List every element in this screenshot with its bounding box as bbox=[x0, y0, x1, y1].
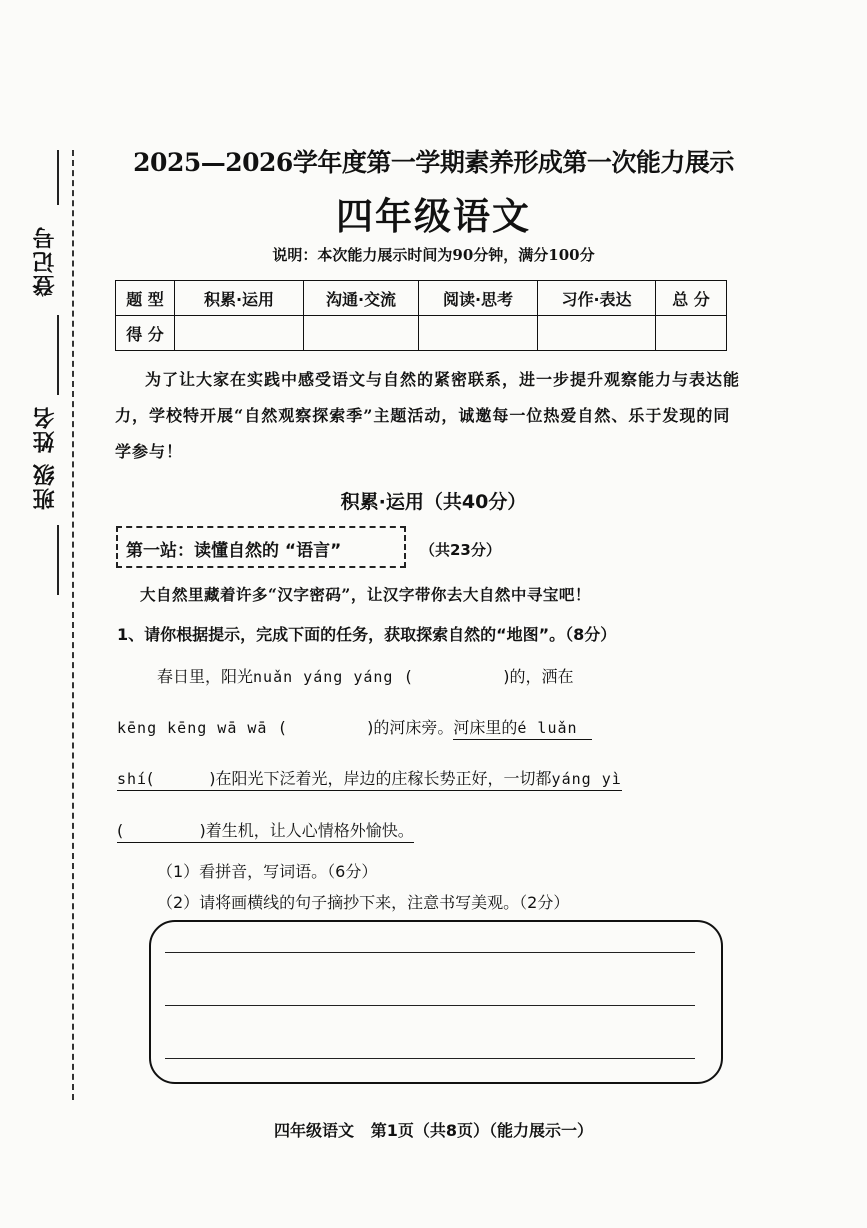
answer-blank-3[interactable]: ( ) bbox=[147, 769, 216, 788]
subquestion-1: （1）看拼音，写词语。（6分） bbox=[157, 862, 378, 881]
pinyin-keng-keng-wa-wa: kēng kēng wā wā bbox=[117, 719, 268, 737]
score-cell[interactable] bbox=[538, 316, 656, 351]
pinyin-nuan-yang-yang: nuǎn yáng yáng bbox=[253, 668, 394, 686]
station-score: （共23分） bbox=[420, 541, 501, 559]
pinyin-yang-yi: yáng yì bbox=[551, 770, 622, 788]
score-cell[interactable] bbox=[419, 316, 538, 351]
name-label: 姓名 bbox=[33, 405, 58, 453]
class-field-line[interactable] bbox=[57, 525, 59, 595]
passage-text: 河床里的 bbox=[453, 718, 518, 737]
passage-text: 的河床旁。 bbox=[373, 718, 454, 737]
answer-blank-1[interactable]: ( ) bbox=[405, 667, 510, 686]
reg-number-label: 登记号 bbox=[33, 225, 58, 297]
writing-line[interactable] bbox=[165, 952, 695, 953]
writing-line[interactable] bbox=[165, 1005, 695, 1006]
passage-line-1 bbox=[157, 664, 574, 687]
station-lead: 大自然里藏着许多“汉字密码”，让汉字带你去大自然中寻宝吧！ bbox=[140, 585, 591, 604]
passage-text: 着生机，让人心情格外愉快。 bbox=[205, 821, 414, 840]
intro-paragraph: 为了让大家在实践中感受语文与自然的紧密联系，进一步提升观察能力与表达能力，学校特开展“自然观察探索季”主题活动，诚邀每一位热爱自然、乐于发现的同学参与！ bbox=[115, 370, 741, 461]
passage-text: 春日里，阳光 bbox=[157, 667, 254, 686]
underlined-sentence-part-3 bbox=[117, 821, 414, 843]
answer-blank-2[interactable]: ( ) bbox=[279, 718, 374, 737]
score-cell[interactable] bbox=[175, 316, 304, 351]
station-title: 第一站：读懂自然的 “语言” bbox=[126, 541, 342, 561]
underlined-sentence-part-2 bbox=[117, 769, 622, 791]
score-cell[interactable] bbox=[304, 316, 419, 351]
score-table bbox=[115, 280, 727, 351]
score-header-cell: 习作·表达 bbox=[538, 281, 656, 316]
class-label: 班级 bbox=[33, 462, 58, 510]
name-field-line[interactable] bbox=[57, 315, 59, 395]
exam-note: 说明：本次能力展示时间为90分钟，满分100分 bbox=[272, 246, 595, 264]
passage-line-3 bbox=[117, 766, 622, 789]
score-header-cell: 总 分 bbox=[656, 281, 727, 316]
passage-text: 的，洒在 bbox=[509, 667, 574, 686]
score-cell[interactable] bbox=[656, 316, 727, 351]
binding-dashed-line bbox=[72, 150, 74, 1100]
section-title: 积累·运用（共40分） bbox=[340, 491, 527, 513]
pinyin-e-luan: é luǎn bbox=[517, 719, 578, 737]
subquestion-2: （2）请将画横线的句子摘抄下来，注意书写美观。（2分） bbox=[157, 893, 570, 912]
score-row-label: 得 分 bbox=[116, 316, 175, 351]
pinyin-shi: shí bbox=[117, 770, 148, 788]
writing-line[interactable] bbox=[165, 1058, 695, 1059]
subject-title: 四年级语文 bbox=[336, 195, 531, 238]
score-header-cell: 积累·运用 bbox=[175, 281, 304, 316]
score-table-score-row bbox=[116, 316, 727, 351]
score-table-header-row bbox=[116, 281, 727, 316]
underlined-sentence-part-1 bbox=[453, 718, 591, 740]
score-header-cell: 沟通·交流 bbox=[304, 281, 419, 316]
copy-writing-box[interactable] bbox=[149, 920, 723, 1084]
page-footer: 四年级语文 第1页（共8页）（能力展示一） bbox=[274, 1121, 593, 1140]
score-header-cell: 阅读·思考 bbox=[419, 281, 538, 316]
exam-title: 2025—2026学年度第一学期素养形成第一次能力展示 bbox=[133, 148, 734, 177]
passage-text: 在阳光下泛着光，岸边的庄稼长势正好，一切都 bbox=[215, 769, 552, 788]
answer-blank-4[interactable]: ( ) bbox=[117, 821, 206, 840]
passage-line-4 bbox=[117, 818, 414, 841]
passage-line-2 bbox=[117, 715, 592, 738]
question1-prompt: 1、请你根据提示，完成下面的任务，获取探索自然的“地图”。（8分） bbox=[117, 625, 617, 644]
score-header-cell: 题 型 bbox=[116, 281, 175, 316]
